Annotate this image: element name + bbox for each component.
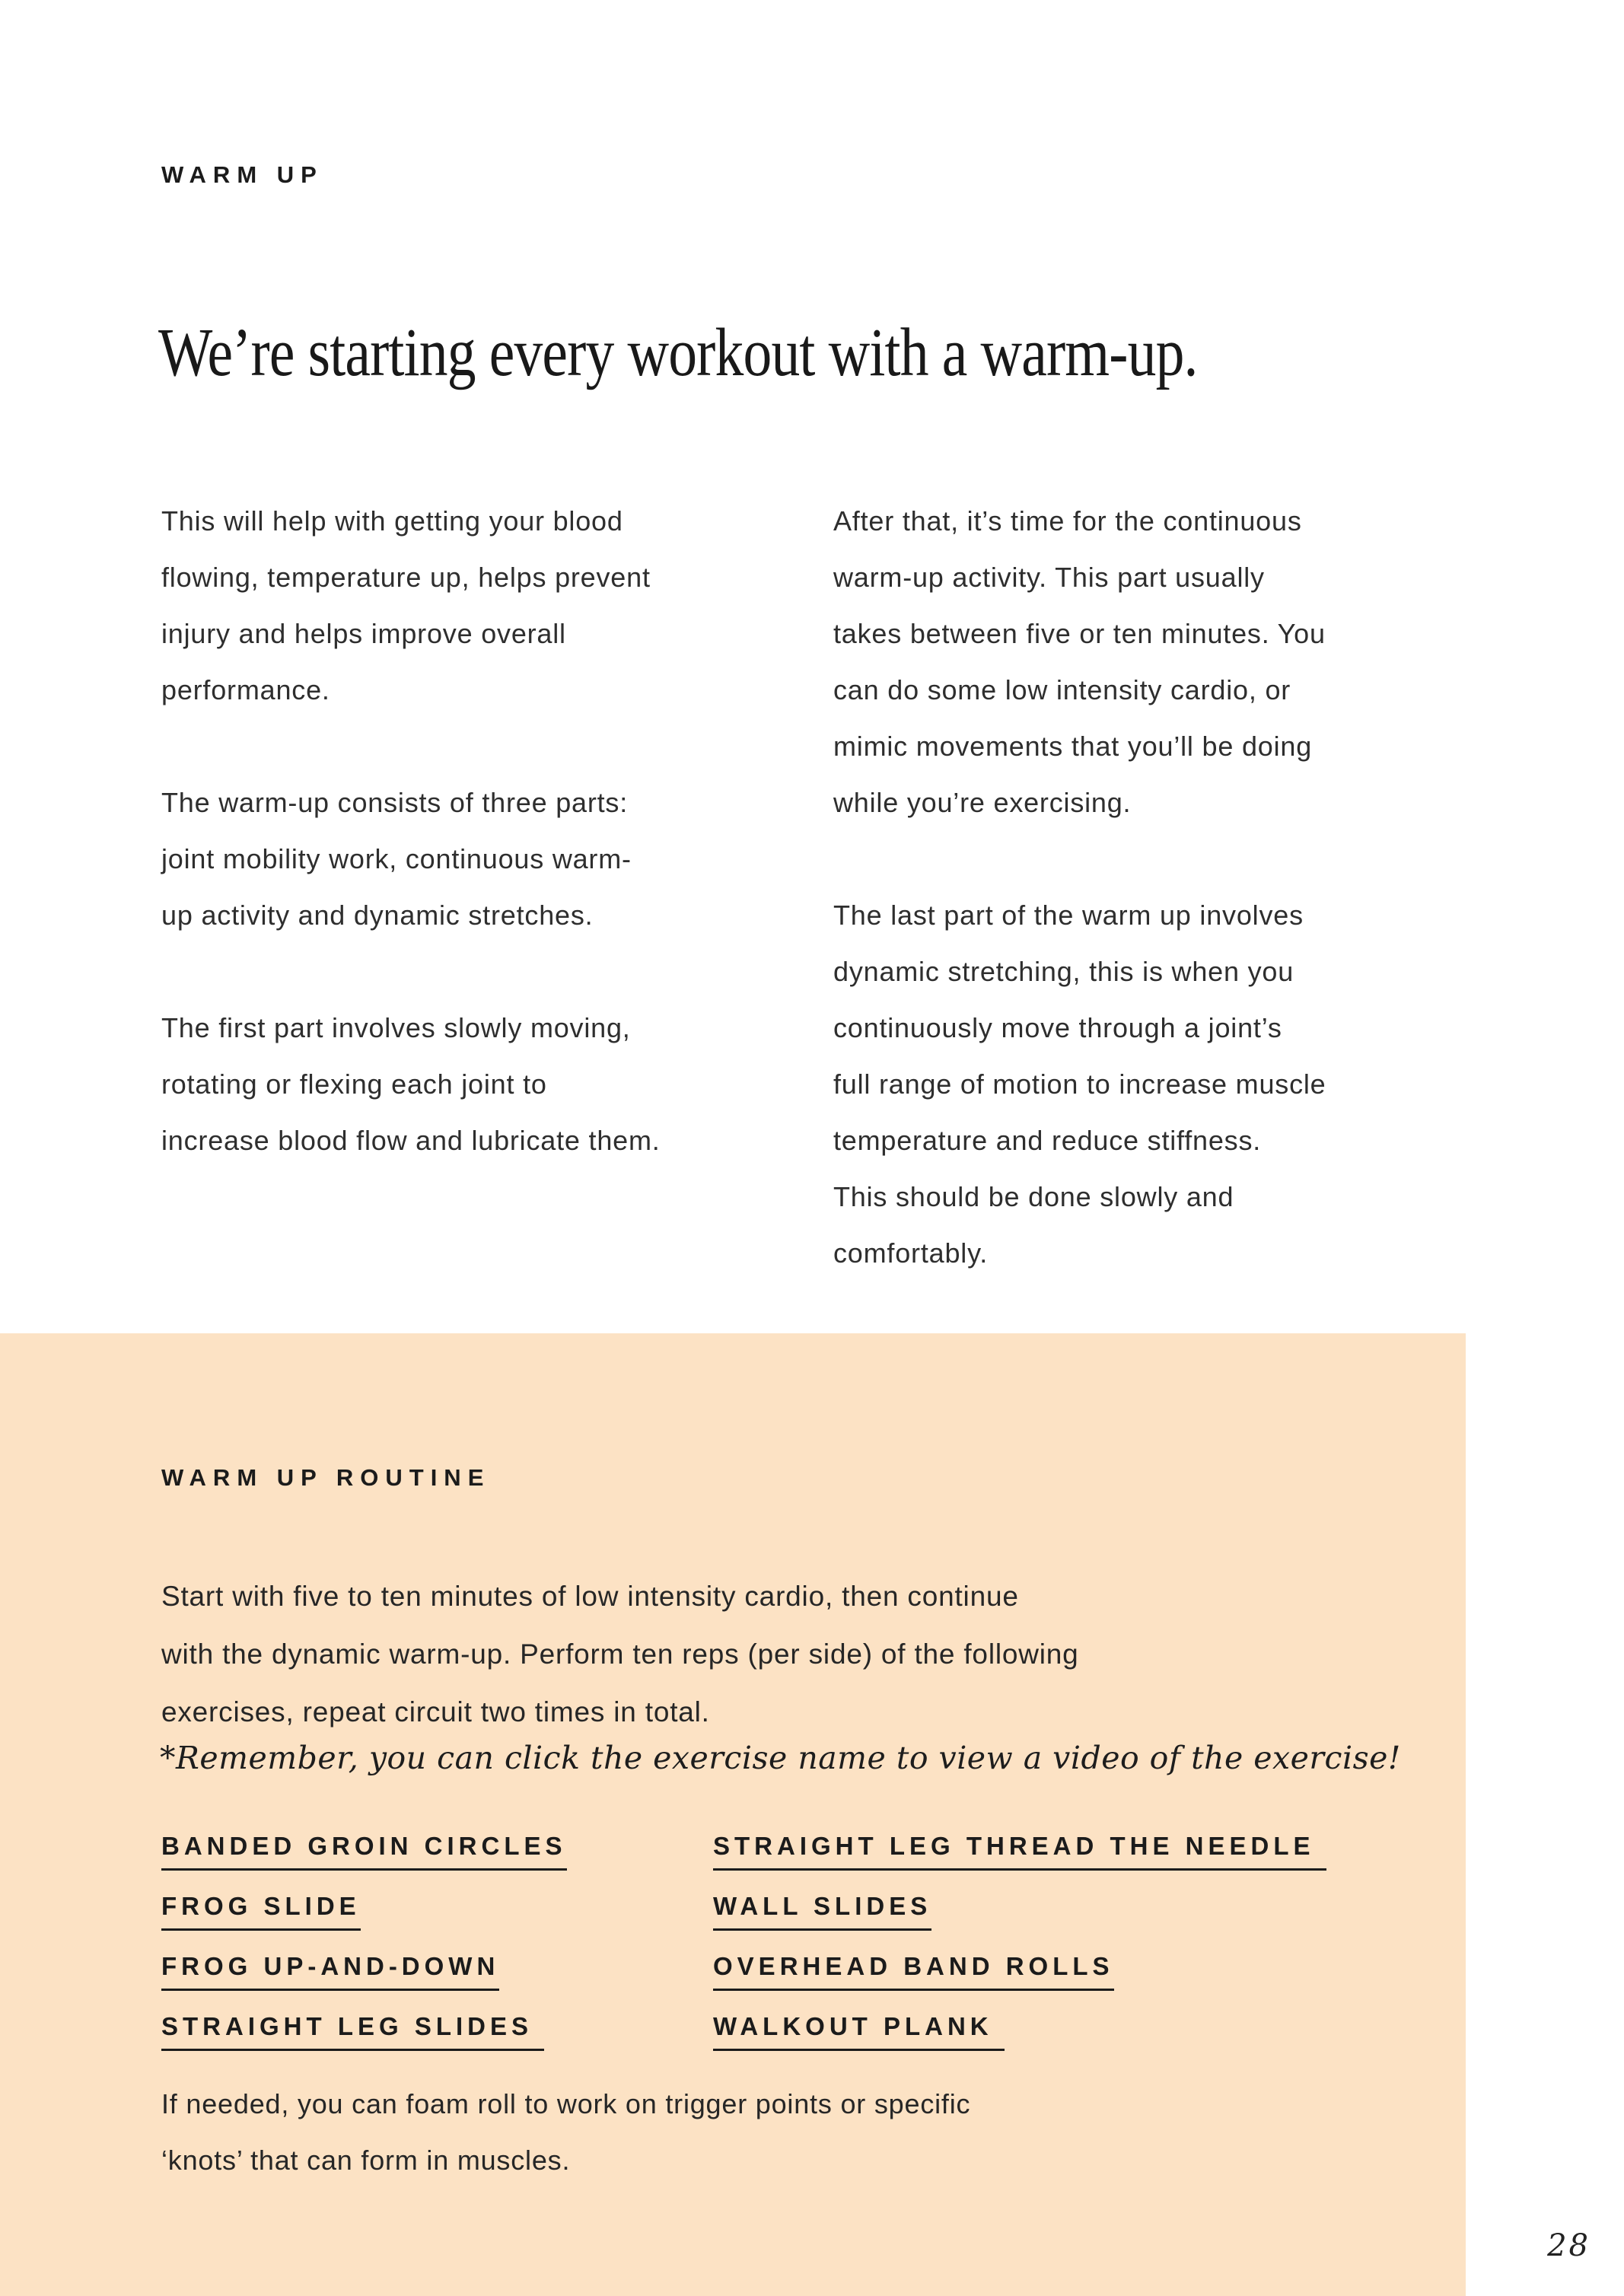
routine-heading: WARM UP ROUTINE [161, 1464, 491, 1491]
routine-intro-line: Start with five to ten minutes of low intensity cardio, then continue [161, 1581, 1019, 1612]
text-line: can do some low intensity cardio, or [833, 674, 1291, 705]
page-title: We’re starting every workout with a warm-up. [158, 315, 1198, 390]
routine-intro-line: with the dynamic warm-up. Perform ten reps (per side) of the following [161, 1638, 1079, 1670]
text-line: performance. [161, 674, 330, 705]
text-line: mimic movements that you’ll be doing [833, 731, 1313, 762]
exercise-link[interactable]: OVERHEAD BAND ROLLS [713, 1952, 1114, 1991]
text-line: flowing, temperature up, helps prevent [161, 562, 651, 593]
exercise-link[interactable]: STRAIGHT LEG THREAD THE NEEDLE [713, 1832, 1326, 1871]
text-line: This should be done slowly and [833, 1181, 1234, 1212]
routine-note: *Remember, you can click the exercise name to view a video of the exercise! [160, 1740, 1401, 1776]
text-line: increase blood flow and lubricate them. [161, 1125, 661, 1156]
exercise-link[interactable]: FROG SLIDE [161, 1892, 361, 1931]
page-number: 28 [1547, 2228, 1591, 2263]
text-line: comfortably. [833, 1237, 988, 1269]
text-line: warm-up activity. This part usually [833, 562, 1265, 593]
text-line: injury and helps improve overall [161, 618, 566, 649]
paragraph [161, 493, 791, 718]
routine-intro-line: exercises, repeat circuit two times in total. [161, 1696, 710, 1728]
routine-footer-text [161, 2076, 970, 2189]
text-line: temperature and reduce stiffness. [833, 1125, 1262, 1156]
paragraph [161, 1000, 791, 1169]
text-line: The first part involves slowly moving, [161, 1012, 631, 1043]
exercise-link[interactable]: BANDED GROIN CIRCLES [161, 1832, 567, 1871]
text-line: After that, it’s time for the continuous [833, 505, 1302, 537]
text-line: dynamic stretching, this is when you [833, 956, 1294, 987]
intro-left-column [161, 493, 791, 1282]
text-line: joint mobility work, continuous warm- [161, 843, 632, 874]
text-line: while you’re exercising. [833, 787, 1132, 818]
exercise-link[interactable]: WALL SLIDES [713, 1892, 931, 1931]
exercise-link[interactable]: WALKOUT PLANK [713, 2012, 1005, 2051]
section-kicker: WARM UP [161, 161, 323, 188]
text-line: up activity and dynamic stretches. [161, 900, 594, 931]
text-line: rotating or flexing each joint to [161, 1068, 547, 1100]
intro-columns [161, 493, 1467, 1282]
text-line: The last part of the warm up involves [833, 900, 1304, 931]
text-line: This will help with getting your blood [161, 505, 623, 537]
exercise-link[interactable]: STRAIGHT LEG SLIDES [161, 2012, 544, 2051]
exercise-links-left-column [161, 1832, 713, 2072]
warm-up-routine-panel [0, 1333, 1466, 2296]
text-line: The warm-up consists of three parts: [161, 787, 629, 818]
exercise-links-grid [161, 1832, 1326, 2072]
intro-right-column [833, 493, 1467, 1282]
routine-intro-text [161, 1568, 1079, 1741]
text-line: continuously move through a joint’s [833, 1012, 1282, 1043]
exercise-links-right-column [713, 1832, 1326, 2072]
exercise-link[interactable]: FROG UP-AND-DOWN [161, 1952, 499, 1991]
routine-footer-line: If needed, you can foam roll to work on trigger points or specific [161, 2088, 971, 2119]
paragraph [833, 887, 1467, 1282]
routine-footer-line: ‘knots’ that can form in muscles. [161, 2145, 571, 2176]
text-line: full range of motion to increase muscle [833, 1068, 1326, 1100]
paragraph [161, 775, 791, 944]
paragraph [833, 493, 1467, 831]
text-line: takes between five or ten minutes. You [833, 618, 1326, 649]
